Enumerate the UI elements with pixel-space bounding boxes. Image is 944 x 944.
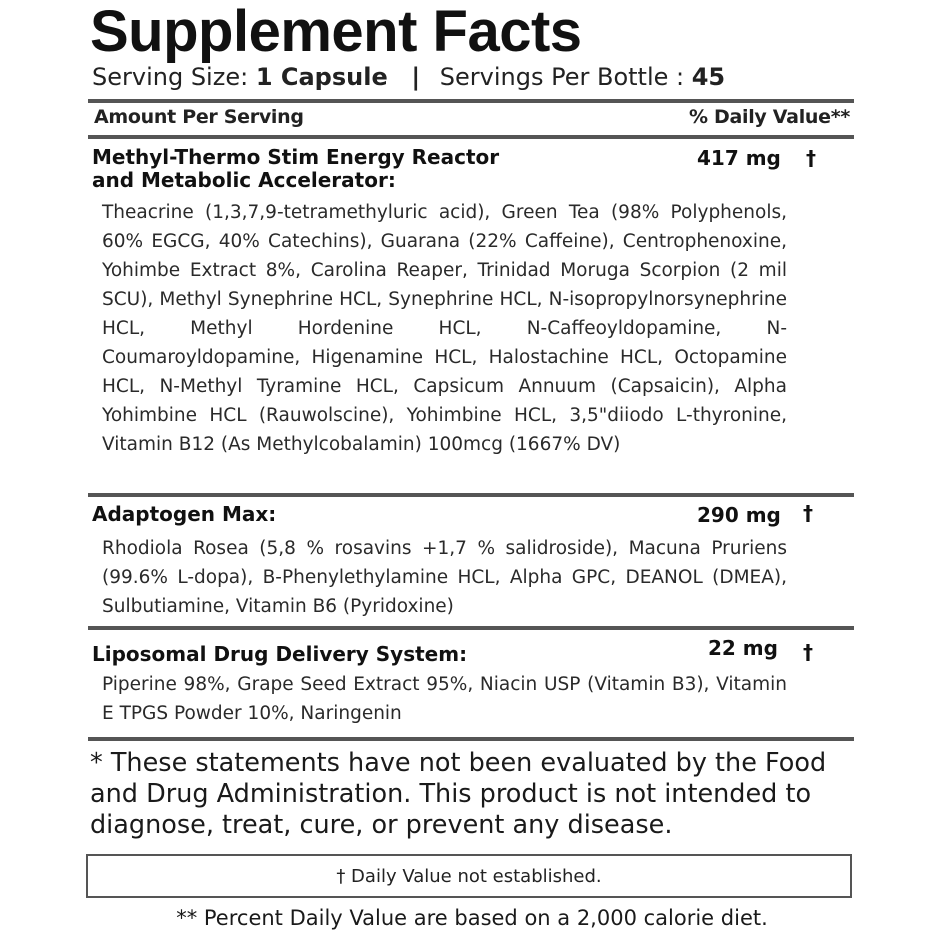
daily-value-header: % Daily Value** [688,106,850,128]
serving-separator: | [411,63,421,91]
section-amount: 290 mg [697,503,781,527]
ingredient-list: Rhodiola Rosea (5,8 % rosavins +1,7 % salidroside), Macuna Pruriens (99.6% L-dopa), B-Phenylethylamine HCL, Alpha GPC, DEANOL (DMEA), Sulbutiamine, Vitamin B6 (Pyridoxine) [102,538,787,617]
servings-per-bottle-value: 45 [691,63,726,91]
divider [88,626,854,630]
section-amount: 417 mg [697,146,781,170]
percent-daily-value-footnote: ** Percent Daily Value are based on a 2,000 calorie diet. [176,906,768,930]
fda-disclaimer: * These statements have not been evaluated by the Food and Drug Administration. This product is not intended to diagnose, treat, cure, or prevent any disease. [90,748,827,840]
section-title-line: Adaptogen Max: [92,502,277,526]
section-title [92,643,467,666]
dagger-mark: † [803,640,813,664]
divider [88,99,854,103]
serving-size-label: Serving Size: [92,63,249,91]
section-amount: 22 mg [708,636,778,660]
divider [88,135,854,139]
section-title-line: Liposomal Drug Delivery System: [92,642,468,666]
ingredient-list: Piperine 98%, Grape Seed Extract 95%, Niacin USP (Vitamin B3), Vitamin E TPGS Powder 10%, Naringenin [102,674,787,724]
section-title [92,503,276,526]
amount-per-serving-header: Amount Per Serving [94,106,304,128]
section-title [92,146,499,192]
serving-info [92,60,725,94]
dagger-mark: † [806,146,816,170]
serving-size-value: 1 Capsule [255,63,388,91]
section-title-line: and Metabolic Accelerator: [92,168,396,192]
servings-per-bottle-label: Servings Per Bottle : [439,63,685,91]
divider [88,493,854,497]
divider [88,737,854,741]
section-title-line: Methyl-Thermo Stim Energy Reactor [92,145,500,169]
daily-value-note: † Daily Value not established. [336,865,602,887]
ingredient-list: Theacrine (1,3,7,9-tetramethyluric acid), Green Tea (98% Polyphenols, 60% EGCG, 40% Catechins), Guarana (22% Caffeine), Centrophenoxine, Yohimbe Extract 8%, Carolina Reaper, Trinidad Moruga Scorpion (2 mil SCU), Methyl Synephrine HCL, Synephrine HCL, N-isopropylnorsynephrine HCL, Methyl Hordenine HCL, N-Caffeoyldopamine, N-Coumaroyldopamine, Higenamine HCL, Halostachine HCL, Octopamine HCL, N-Methyl Tyramine HCL, Capsicum Annuum (Capsaicin), Alpha Yohimbine HCL (Rauwolscine), Yohimbine HCL, 3,5"diiodo L-thyronine, Vitamin B12 (As Methylcobalamin) 100mcg (1667% DV) [102,202,787,455]
page-title: Supplement Facts [90,0,582,64]
dagger-mark: † [803,501,813,525]
daily-value-note-box [86,854,852,898]
